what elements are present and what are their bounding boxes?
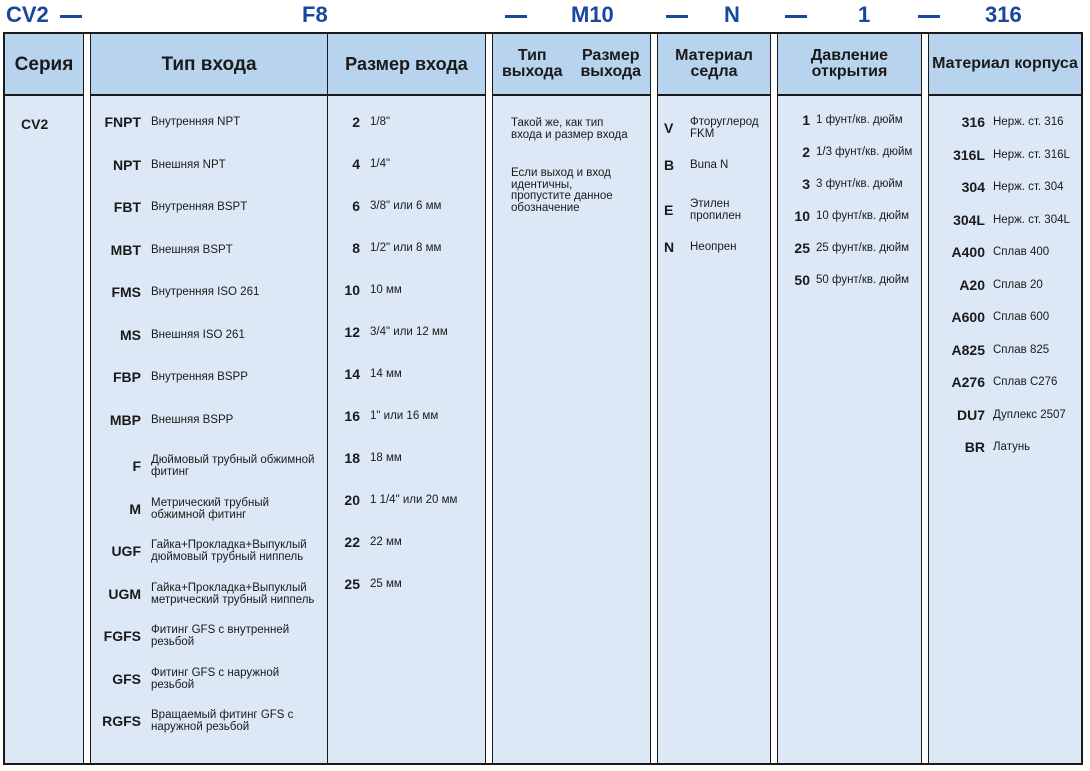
body-material-row [935, 244, 1049, 260]
body-material-row [935, 439, 1030, 455]
inlet-size-row [336, 324, 448, 340]
inlet-size-row-code: 16 [344, 408, 360, 424]
inlet-size-row-desc: 1 1/4" или 20 мм [370, 494, 458, 506]
model-seg-body: 316 [985, 2, 1022, 27]
body-material-row [935, 309, 1049, 325]
inlet-type-row-code: MS [120, 326, 141, 343]
body-material-row-desc: Сплав 825 [993, 343, 1050, 356]
cracking-pressure-row-code: 1 [802, 112, 810, 128]
cracking-pressure-row [784, 144, 912, 160]
inlet-size-row-desc: 1" или 16 мм [370, 410, 439, 422]
body-material-row-desc: Сплав 20 [993, 278, 1043, 291]
inlet-size-row-desc: 1/2" или 8 мм [370, 242, 442, 254]
cracking-pressure-row-desc: 1/3 фунт/кв. дюйм [816, 146, 913, 158]
inlet-type-row-desc: Внутренняя NPT [151, 116, 241, 128]
inlet-type-row [97, 242, 323, 258]
seat-material-row-code: B [664, 157, 675, 173]
body-material-row-desc: Сплав C276 [993, 376, 1058, 388]
inlet-type-row-code: MBT [110, 241, 141, 258]
seat-material-row-desc: Buna N [690, 159, 729, 171]
inlet-type-row-code: RGFS [102, 713, 141, 729]
outlet-column [493, 34, 650, 763]
body-material-row [935, 114, 1064, 130]
inlet-size-row-desc: 1/4" [370, 158, 391, 170]
model-seg-outlet: M10 [571, 2, 614, 27]
inlet-size-row [336, 576, 402, 592]
model-seg-seat: N [724, 2, 740, 27]
cracking-pressure-row-desc: 1 фунт/кв. дюйм [816, 114, 903, 126]
inlet-type-row-desc: Внутренняя BSPT [151, 201, 248, 213]
inlet-size-row-desc: 25 мм [370, 578, 402, 590]
inlet-type-row [97, 199, 323, 215]
column-divider [485, 34, 493, 763]
body-material-row-code: A276 [951, 374, 985, 390]
body-material-row-desc: Нерж. ст. 316 [993, 116, 1064, 128]
body-material-row [935, 147, 1070, 163]
inlet-size-row [336, 198, 441, 214]
inlet-type-row [97, 369, 323, 385]
inlet-size-row-code: 22 [344, 534, 360, 550]
outlet-size-title: Размер выхода [580, 47, 642, 80]
dash [666, 15, 688, 18]
dash [505, 15, 527, 18]
body-material-row [935, 179, 1064, 195]
body-material-row-desc: Латунь [993, 441, 1031, 453]
cracking-pressure-row [784, 176, 903, 192]
outlet-header [493, 34, 650, 96]
body-material-row [935, 342, 1049, 358]
cracking-pressure-row-code: 25 [794, 240, 810, 256]
body-material-row-code: A400 [951, 244, 985, 260]
body-material-row-desc: Нерж. ст. 304 [993, 181, 1064, 193]
body-material-row-code: A825 [951, 341, 985, 358]
cracking-pressure-row-code: 50 [794, 272, 810, 288]
cracking-pressure-row-code: 10 [794, 208, 810, 224]
inlet-size-row-code: 20 [344, 492, 360, 508]
column-divider [650, 34, 658, 763]
inlet-type-row-desc: Внешняя BSPP [151, 413, 234, 426]
body-material-row-code: 316L [953, 146, 985, 163]
inlet-type-row-desc: Фитинг GFS с внутренней резьбой [151, 624, 290, 648]
inlet-size-row-desc: 22 мм [370, 536, 402, 548]
column-divider [770, 34, 778, 763]
cracking-pressure-row [784, 112, 903, 128]
inlet-type-row-code: UGM [108, 585, 141, 602]
body-material-row-code: 316 [961, 114, 985, 130]
inlet-type-row-code: FGFS [103, 628, 141, 644]
inlet-size-row-desc: 14 мм [370, 368, 402, 380]
inlet-type-row-code: NPT [113, 156, 141, 173]
body-material-row-desc: Сплав 600 [993, 311, 1050, 323]
body-material-header: Материал корпуса [929, 34, 1081, 96]
column-divider [83, 34, 91, 763]
inlet-type-row [97, 709, 323, 733]
inlet-size-row [336, 492, 457, 508]
dash [60, 15, 82, 18]
inlet-size-row-code: 4 [352, 156, 360, 172]
inlet-size-row [336, 450, 402, 466]
inlet-size-row [336, 408, 438, 424]
model-seg-series: CV2 [6, 2, 49, 27]
inlet-size-row-desc: 1/8" [370, 116, 391, 128]
inlet-type-row-desc: Внутренняя ISO 261 [151, 286, 260, 298]
inlet-type-row-desc: Вращаемый фитинг GFS с наружной резьбой [151, 709, 294, 733]
cracking-pressure-row-desc: 25 фунт/кв. дюйм [816, 242, 910, 254]
inlet-size-row-desc: 3/8" или 6 мм [370, 200, 442, 212]
series-code: CV2 [21, 116, 49, 132]
inlet-type-row [97, 114, 323, 130]
inlet-type-row [97, 157, 323, 173]
inlet-size-row-code: 25 [344, 576, 360, 592]
seat-material-row [664, 198, 764, 222]
seat-material-row [664, 157, 764, 173]
inlet-size-row-desc: 3/4" или 12 мм [370, 326, 448, 338]
model-seg-inlet: F8 [302, 2, 328, 27]
inlet-type-row [97, 284, 323, 300]
inlet-type-row [97, 582, 323, 606]
inlet-type-row [97, 454, 323, 478]
seat-material-row [664, 116, 764, 140]
column-divider [921, 34, 929, 763]
inlet-type-row-code: FNPT [104, 114, 141, 130]
body-material-row [935, 277, 1043, 293]
inlet-size-row-code: 12 [344, 324, 360, 340]
inlet-type-row-code: M [129, 500, 141, 517]
inlet-type-header: Тип входа [91, 34, 327, 96]
inlet-type-row [97, 412, 323, 428]
inlet-type-row [97, 497, 323, 521]
dash [785, 15, 807, 18]
inlet-size-row-code: 2 [352, 114, 360, 130]
cracking-pressure-row-desc: 3 фунт/кв. дюйм [816, 178, 903, 190]
inlet-type-row-code: MBP [109, 411, 141, 428]
inlet-size-row-desc: 18 мм [370, 452, 402, 464]
inlet-size-row-code: 18 [344, 450, 360, 466]
series-column [5, 34, 83, 763]
inlet-size-row [336, 282, 402, 298]
seat-material-row-desc: Этилен пропилен [690, 198, 742, 222]
inlet-size-header: Размер входа [328, 34, 485, 96]
body-material-column [929, 34, 1081, 763]
cracking-pressure-row-desc: 50 фунт/кв. дюйм [816, 274, 910, 286]
inlet-type-row-desc: Внешняя ISO 261 [151, 328, 245, 341]
body-material-row-code: 304 [961, 179, 985, 195]
body-material-row-desc: Дуплекс 2507 [993, 408, 1066, 421]
inlet-size-row [336, 366, 402, 382]
cracking-pressure-row-desc: 10 фунт/кв. дюйм [816, 210, 910, 222]
body-material-row-code: BR [964, 439, 985, 455]
dash [918, 15, 940, 18]
body-material-row-desc: Нерж. ст. 316L [993, 148, 1070, 161]
inlet-type-row [97, 539, 323, 563]
body-material-row [935, 374, 1057, 390]
cracking-pressure-header: Давление открытия [778, 34, 921, 96]
inlet-type-row-code: FBP [113, 369, 141, 385]
seat-material-header: Материал седла [658, 34, 770, 96]
body-material-row-desc: Нерж. ст. 304L [993, 213, 1070, 226]
inlet-type-row-desc: Гайка+Прокладка+Выпуклый дюймовый трубный ниппель [151, 539, 307, 563]
outlet-note-same: Такой же, как тип входа и размер входа [511, 117, 628, 141]
inlet-type-row-desc: Внешняя NPT [151, 158, 226, 171]
seat-material-row-desc: Фторуглерод FKM [690, 116, 759, 140]
inlet-size-row [336, 240, 441, 256]
body-material-row-code: A20 [959, 276, 985, 293]
seat-material-row [664, 239, 764, 255]
body-material-row-desc: Сплав 400 [993, 246, 1050, 258]
inlet-type-row-code: FBT [113, 199, 141, 215]
inlet-type-row [97, 327, 323, 343]
inlet-type-row-code: UGF [111, 543, 141, 559]
inlet-type-column [91, 34, 327, 763]
inlet-type-row-code: GFS [112, 670, 141, 687]
ordering-table [3, 32, 1083, 765]
inlet-size-row [336, 534, 402, 550]
inlet-type-row [97, 667, 323, 691]
model-seg-pressure: 1 [858, 2, 871, 27]
inlet-size-column [327, 34, 485, 763]
seat-material-row-code: E [664, 202, 674, 218]
body-material-row-code: 304L [953, 211, 985, 228]
inlet-type-row [97, 624, 323, 648]
seat-material-row-desc: Неопрен [690, 241, 737, 253]
inlet-size-row-code: 10 [344, 282, 360, 298]
inlet-type-row-desc: Гайка+Прокладка+Выпуклый метрический трубный ниппель [151, 581, 315, 606]
inlet-type-row-desc: Внешняя BSPT [151, 243, 233, 256]
cracking-pressure-row-code: 3 [802, 176, 810, 192]
inlet-size-row [336, 156, 390, 172]
inlet-type-row-desc: Дюймовый трубный обжимной фитинг [151, 454, 315, 478]
outlet-note-omit: Если выход и вход идентичны, пропустите данное обозначение [511, 167, 613, 214]
outlet-type-title: Тип выхода [501, 47, 563, 80]
seat-material-row-code: N [664, 239, 675, 255]
body-material-row [935, 407, 1066, 423]
cracking-pressure-row-code: 2 [802, 144, 810, 160]
seat-material-column [658, 34, 770, 763]
body-material-row-code: DU7 [956, 406, 985, 423]
inlet-size-row-code: 14 [344, 366, 360, 382]
inlet-type-row-desc: Фитинг GFS с наружной резьбой [151, 666, 280, 691]
series-header: Серия [5, 34, 83, 96]
model-code-line [0, 0, 1090, 32]
cracking-pressure-column [778, 34, 921, 763]
body-material-row-code: A600 [951, 309, 985, 325]
inlet-size-row [336, 114, 390, 130]
inlet-size-row-code: 8 [352, 240, 360, 256]
cracking-pressure-row [784, 208, 909, 224]
inlet-size-row-code: 6 [352, 198, 360, 214]
inlet-type-row-desc: Метрический трубный обжимной фитинг [151, 496, 270, 521]
cracking-pressure-row [784, 272, 909, 288]
seat-material-row-code: V [664, 120, 674, 136]
inlet-type-row-desc: Внутренняя BSPP [151, 371, 248, 383]
body-material-row [935, 212, 1070, 228]
inlet-type-row-code: F [132, 458, 141, 474]
cracking-pressure-row [784, 240, 909, 256]
inlet-size-row-desc: 10 мм [370, 284, 402, 296]
inlet-type-row-code: FMS [111, 284, 141, 300]
